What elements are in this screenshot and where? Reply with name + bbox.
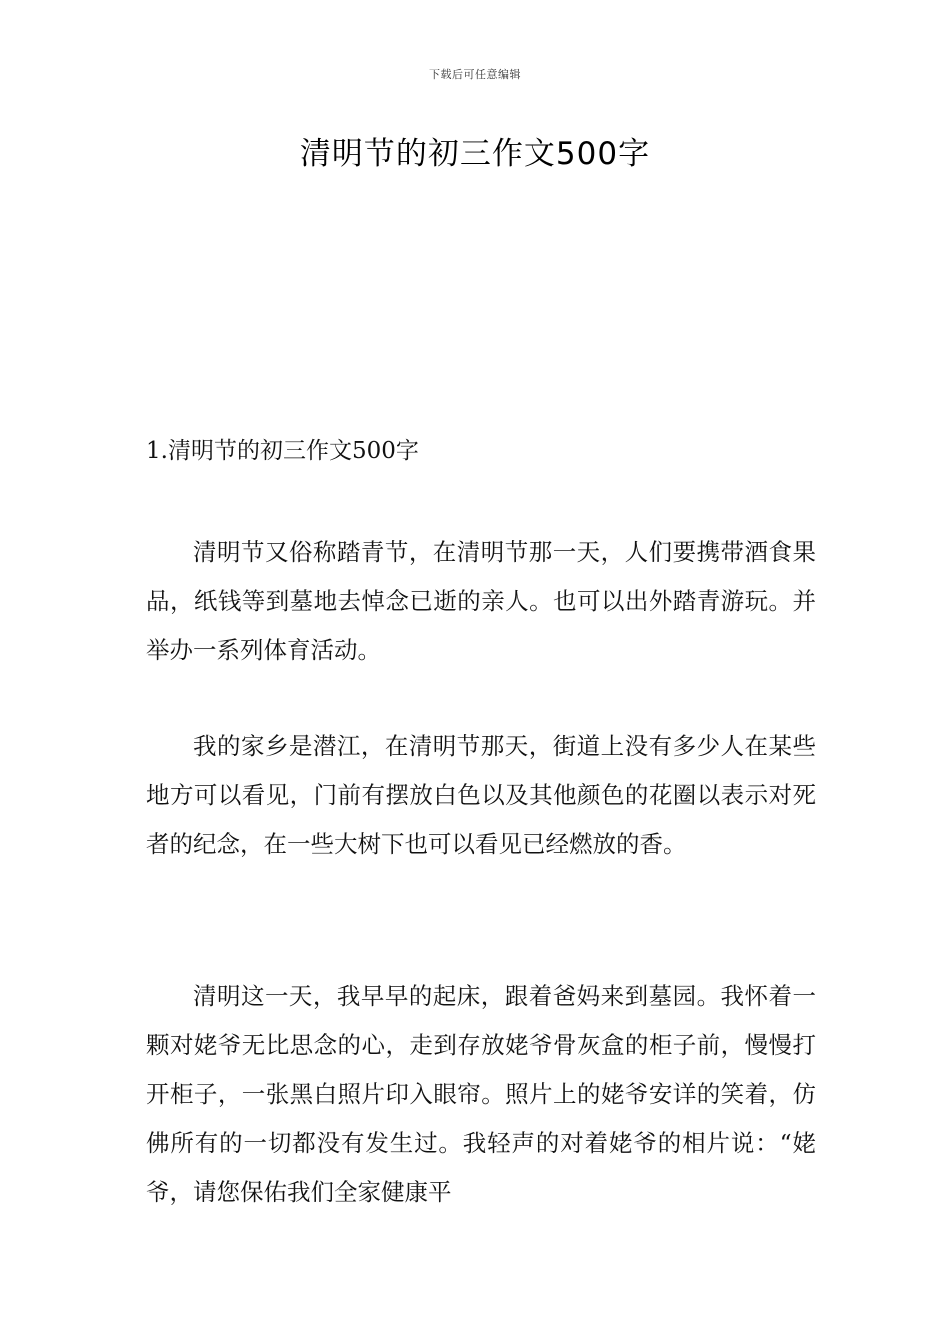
section-heading: 1.清明节的初三作文500字 [146,438,419,464]
paragraph: 清明节又俗称踏青节，在清明节那一天，人们要携带酒食果品，纸钱等到墓地去悼念已逝的亲人。也可以出外踏青游玩。并举办一系列体育活动。 [146,538,816,664]
paragraph: 清明这一天，我早早的起床，跟着爸妈来到墓园。我怀着一颗对姥爷无比思念的心，走到存放姥爷骨灰盒的柜子前，慢慢打开柜子，一张黑白照片印入眼帘。照片上的姥爷安详的笑着，仿佛所有的一切都没有发生过。我轻声的对着姥爷的相片说：“姥爷，请您保佑我们全家健康平 [146,982,816,1206]
paragraph: 我的家乡是潜江，在清明节那天，街道上没有多少人在某些地方可以看见，门前有摆放白色以及其他颜色的花圈以表示对死者的纪念，在一些大树下也可以看见已经燃放的香。 [146,732,816,858]
header-note: 下载后可任意编辑 [429,68,521,81]
document-title: 清明节的初三作文500字 [299,136,651,172]
